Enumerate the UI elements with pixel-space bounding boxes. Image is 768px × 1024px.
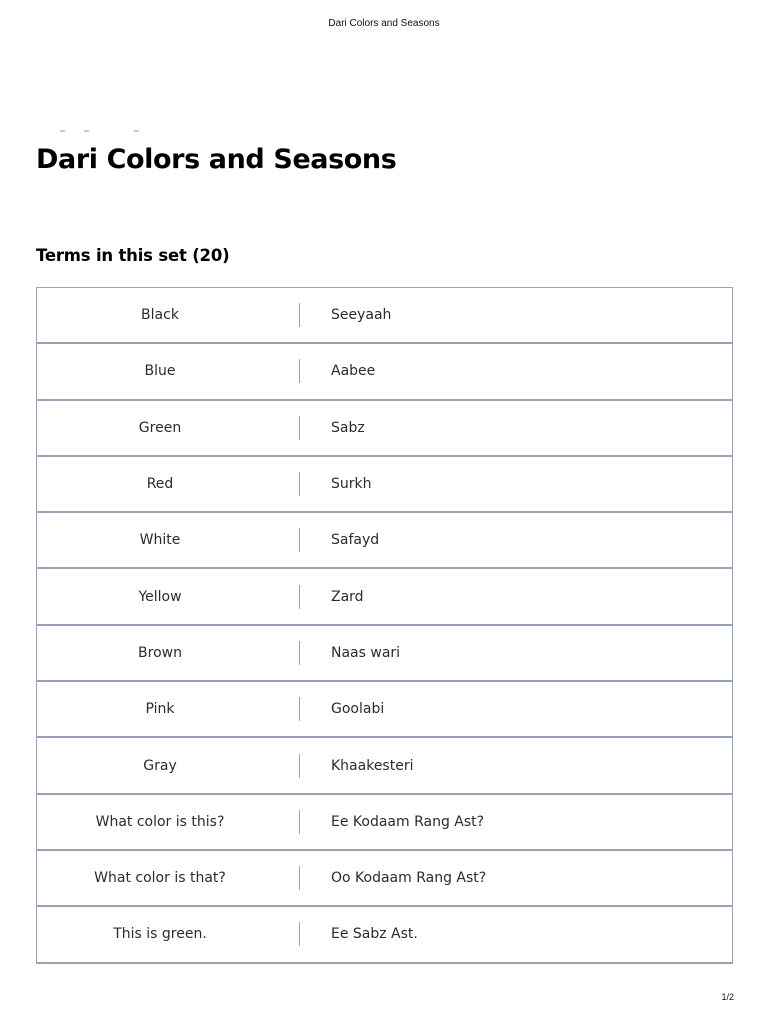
print-header-title: Dari Colors and Seasons — [328, 18, 440, 29]
terms-table — [36, 287, 733, 964]
term-row — [37, 738, 732, 794]
term-row — [37, 626, 732, 682]
term-row — [37, 457, 732, 513]
row-divider — [299, 528, 300, 552]
term-cell: Pink — [145, 701, 175, 718]
row-divider — [299, 697, 300, 721]
term-row — [37, 907, 732, 963]
term-cell: This is green. — [113, 926, 207, 943]
definition-cell: Ee Kodaam Rang Ast? — [331, 813, 485, 830]
page-title: Dari Colors and Seasons — [36, 144, 397, 175]
definition-cell: Ee Sabz Ast. — [331, 926, 418, 943]
term-row — [37, 288, 732, 344]
definition-cell: Safayd — [331, 532, 380, 549]
term-row — [37, 513, 732, 569]
term-row — [37, 795, 732, 851]
definition-cell: Aabee — [331, 363, 376, 380]
definition-cell: Naas wari — [331, 644, 401, 661]
term-row — [37, 569, 732, 625]
term-cell: White — [139, 532, 181, 549]
row-divider — [299, 472, 300, 496]
definition-cell: Oo Kodaam Rang Ast? — [331, 870, 487, 887]
definition-cell: Khaakesteri — [331, 757, 414, 774]
term-cell: Green — [138, 419, 182, 436]
definition-cell: Zard — [331, 588, 364, 605]
term-row — [37, 401, 732, 457]
definition-cell: Surkh — [331, 476, 372, 493]
page-number: 1/2 — [721, 992, 734, 1002]
row-divider — [299, 303, 300, 327]
definition-cell: Seeyaah — [331, 307, 392, 324]
term-cell: Yellow — [138, 588, 182, 605]
term-cell: What color is that? — [94, 870, 226, 887]
definition-cell: Sabz — [331, 419, 365, 436]
row-divider — [299, 641, 300, 665]
term-row — [37, 344, 732, 400]
terms-heading: Terms in this set (20) — [36, 246, 230, 265]
row-divider — [299, 810, 300, 834]
term-row — [37, 682, 732, 738]
faint-marks — [36, 130, 156, 134]
row-divider — [299, 922, 300, 946]
row-divider — [299, 359, 300, 383]
term-cell: Brown — [138, 644, 182, 661]
row-divider — [299, 585, 300, 609]
term-cell: Gray — [143, 757, 177, 774]
row-divider — [299, 416, 300, 440]
term-cell: Red — [146, 476, 174, 493]
row-divider — [299, 866, 300, 890]
term-cell: What color is this? — [95, 813, 225, 830]
term-cell: Black — [141, 307, 179, 324]
row-divider — [299, 754, 300, 778]
term-row — [37, 851, 732, 907]
definition-cell: Goolabi — [331, 701, 385, 718]
term-cell: Blue — [144, 363, 176, 380]
